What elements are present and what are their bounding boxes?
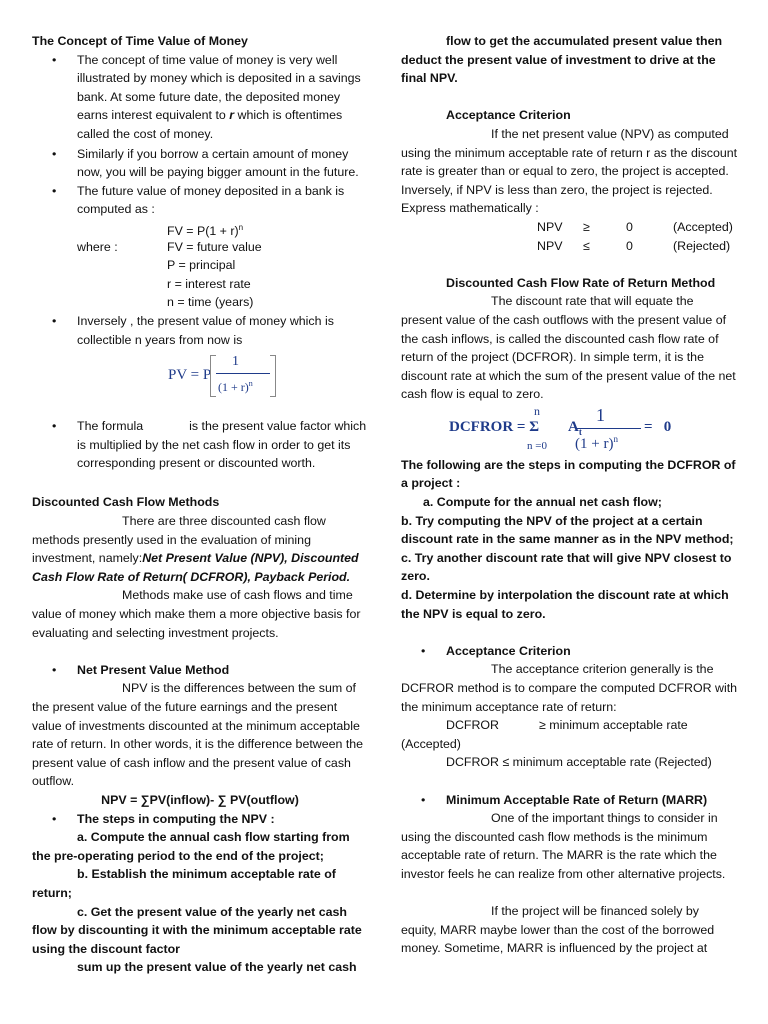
section-title-acceptance-2: Acceptance Criterion [446,643,571,658]
bullet-text-end: which is oftentimes called the cost of money. [77,108,343,141]
fv-formula-row [32,219,368,238]
bullet-item [32,182,368,219]
paragraph: One of the important things to consider in using the discounted cash flow methods is the minimum acceptable rate of return. The MARR is the rate which the investor feels he can realize from other alternative projects. [401,811,726,881]
section-title-dcf: Discounted Cash Flow Methods [32,495,220,510]
paragraph: Methods make use of cash flows and time value of money which make them a more objective basis for evaluating and selecting investment projects. [32,588,361,640]
step-item: d. Determine by interpolation the discount rate at which the NPV is equal to zero. [401,588,729,621]
pv-denominator: $(1 + r)^n$ [218,379,253,395]
paragraph: If the net present value (NPV) as computed using the minimum acceptable rate of return r as the discount rate is greater than or equal to zero, the project is accepted. Inversely, if NPV is less than zero, the project is rejected. Express mathematically : [401,126,738,216]
definition-fv: FV = future value [167,239,262,254]
rule-row: DCFROR ≤ minimum acceptable rate (Rejected) [446,755,712,770]
step-item: a. Compute the annual cash flow starting from the pre-operating period to the end of the project; [32,830,350,863]
right-column [401,32,738,958]
definition-r: r = interest rate [167,276,251,291]
bullet-text: Similarly if you borrow a certain amount of money now, you will be paying bigger amount in the future. [77,146,359,180]
steps-title: The following are the steps in computing the DCFROR of a project : [401,457,736,491]
variable-r: r [229,108,235,123]
section-title-npv: Net Present Value Method [77,662,230,677]
bullet-item [401,791,738,810]
paragraph: There are three discounted cash flow methods presently used in the evaluation of mining investment, namely:Net Present Value (NPV), Discounted Cash Flow Rate of Return( DCFROR), Payback Period. [32,514,359,584]
rule-row: NPV ≤ 0 (Rejected) [537,238,731,253]
continued-text: flow to get the accumulated present value then deduct the present value of investment to drive at the final NPV. [401,34,723,86]
bullet-item [32,145,368,182]
bullet-dot-icon: • [52,662,57,677]
step-item: c. Try another discount rate that will give NPV closest to zero. [401,550,732,584]
rule-row: NPV ≥ 0 (Accepted) [537,219,733,234]
fv-formula: FV = $P(1 + r)^n$ [167,222,244,239]
steps-title: The steps in computing the NPV : [77,811,275,826]
paragraph: If the project will be financed solely by equity, MARR maybe lower than the cost of the borrowed money. Sometime, MARR is influenced by the project at [401,904,715,956]
paragraph: The discount rate that will equate the present value of the cash outflows with the present value of the cash inflows, is called the discounted cash flow rate of return of the project (DCFROR). In simple term, it is the discount rate at which the sum of the present value of the net cash flow is equal to zero. [401,294,736,402]
bullet-dot-icon: • [52,313,57,328]
fraction-bar [575,428,641,429]
definition-row [32,293,368,312]
step-item: a. Compute for the annual net cash flow; [423,495,662,510]
step-item: b. Try computing the NPV of the project at a certain discount rate in the same manner as in the NPV method; [401,513,734,547]
bullet-item [32,312,368,349]
definition-row [32,275,368,294]
paragraph: The acceptance criterion generally is the DCFROR method is to compare the computed DCFROR with the minimum acceptance rate of return: [401,662,738,714]
fraction-bar [216,373,270,374]
definition-p: P = principal [167,258,236,273]
definition-n: n = time (years) [167,295,254,310]
where-label: where : [77,239,118,254]
rule-result: (Accepted) [401,736,461,751]
bullet-text: The concept of time value of money is very well illustrated by money which is deposited in a savings bank. At some future date, the deposited money earns interest equivalent to [77,52,361,123]
dcfror-formula: n DCFROR = Σ n =0 $A_t$ 1 $(1 + r)^n$ = 0 [449,403,672,452]
section-title-dcfror: Discounted Cash Flow Rate of Return Method [446,275,716,290]
bullet-text: Inversely , the present value of money which is collectible n years from now is [77,313,334,347]
step-item: b. Establish the minimum acceptable rate of return; [32,867,336,900]
step-item: c. Get the present value of the yearly net cash flow by discounting it with the minimum acceptable rate using the discount factor [32,904,362,956]
bullet-item: • The formula is the present value factor which is multiplied by the net cash flow in order to get its corresponding present or discounted worth. [52,419,367,471]
right-bracket-icon [270,355,276,397]
bullet-item [401,642,738,661]
step-item: sum up the present value of the yearly net cash [77,960,357,975]
section-title-time-value: The Concept of Time Value of Money [32,34,248,48]
bullet-item [32,661,368,680]
left-bracket-icon [210,355,216,397]
definition-row [32,256,368,275]
dcfror-denominator: $(1 + r)^n$ [575,433,618,452]
bullet-dot-icon: • [52,811,57,826]
bullet-item [32,810,368,829]
bullet-text: The future value of money deposited in a bank is computed as : [77,183,345,217]
bullet-dot-icon: • [52,183,57,198]
rule-row: DCFROR ≥ minimum acceptable rate [446,718,688,733]
pv-formula: PV = P 1 $(1 + r)^n$ [32,349,368,413]
bullet-dot-icon: • [52,146,57,161]
section-title-acceptance: Acceptance Criterion [446,108,571,123]
left-column [32,32,368,977]
bullet-dot-icon: • [52,52,57,67]
section-title-marr: Minimum Acceptable Rate of Return (MARR) [446,792,708,807]
bullet-dot-icon: • [421,643,426,658]
definition-row [32,238,368,257]
npv-formula: NPV = ∑PV(inflow)- ∑ PV(outflow) [101,792,299,807]
bullet-item [32,51,368,144]
bullet-dot-icon: • [421,792,426,807]
term-a: $A_t$ [568,418,582,437]
bullet-dot-icon: • [52,419,57,434]
paragraph: NPV is the differences between the sum of the present value of the future earnings and the present value of investments discounted at the minimum acceptable rate of return. In other words, it is the difference between the present value of cash inflow and the present value of cash outflow. [32,681,364,789]
